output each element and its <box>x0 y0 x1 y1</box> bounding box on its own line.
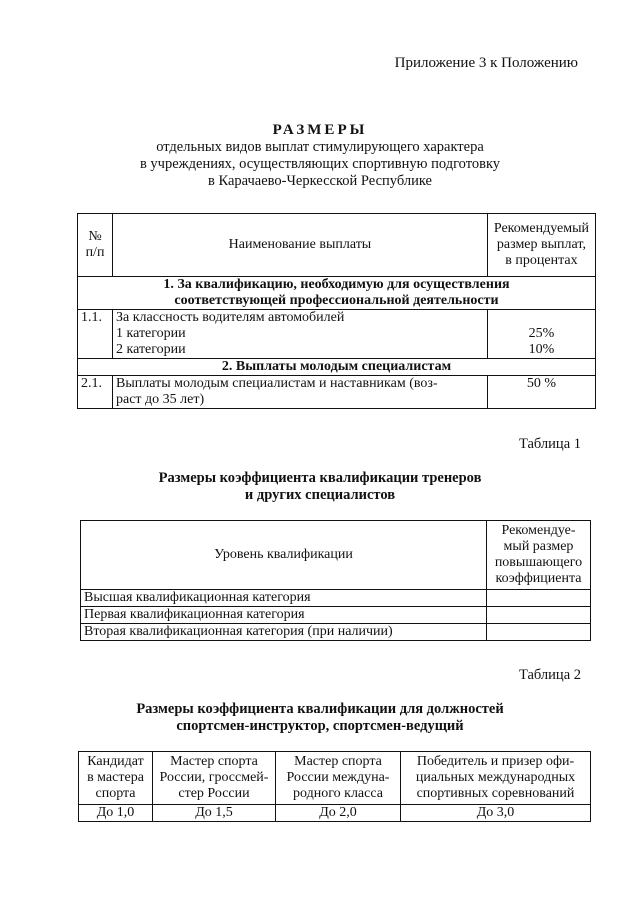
section-title-line: соответствующей профессиональной деятельности <box>174 293 499 308</box>
coefficient-value: До 3,0 <box>401 805 591 822</box>
table-row <box>78 376 596 409</box>
section-row <box>78 277 596 310</box>
row-name-line: Выплаты молодым специалистам и наставникам (воз- <box>116 376 438 391</box>
header-number-line: № <box>88 229 102 244</box>
header-line: Кандидат <box>87 754 144 769</box>
table-header-row <box>79 752 591 805</box>
table2-label: Таблица 2 <box>518 667 581 683</box>
row-name <box>113 376 488 409</box>
table2-heading-line: Размеры коэффициента квалификации для должностей <box>136 701 504 717</box>
header-coefficient-line: коэффициента <box>495 571 582 586</box>
qualification-table <box>80 520 591 641</box>
header-line: родного класса <box>293 786 383 801</box>
header-qualification-level: Уровень квалификации <box>81 521 487 590</box>
header-size-line: в процентах <box>505 253 578 268</box>
section-row <box>78 359 596 376</box>
table2-heading-line: спортсмен-инструктор, спортсмен-ведущий <box>176 718 464 734</box>
header-payment-name: Наименование выплаты <box>113 214 488 277</box>
subtitle-line: отдельных видов выплат стимулирующего характера <box>156 139 484 155</box>
row-value-line: 25% <box>528 326 555 341</box>
header-coefficient <box>487 521 591 590</box>
row-value-line: 10% <box>528 342 555 357</box>
section-title: 2. Выплаты молодым специалистам <box>78 359 596 376</box>
row-name-line: раст до 35 лет) <box>116 392 205 407</box>
qualification-level: Первая квалификационная категория <box>81 607 487 624</box>
coefficient-value: До 2,0 <box>276 805 401 822</box>
row-value <box>487 310 595 359</box>
header-coefficient-line: Рекомендуе- <box>501 523 576 538</box>
header-coefficient-line: повышающего <box>494 555 583 570</box>
header-payment-size <box>487 214 595 277</box>
coefficient-value <box>487 607 591 624</box>
header-number <box>78 214 113 277</box>
table1-heading <box>0 470 640 504</box>
header-master-grandmaster <box>153 752 276 805</box>
header-line: циальных международных <box>415 770 576 785</box>
row-number: 1.1. <box>78 310 113 359</box>
table2-heading <box>0 701 640 735</box>
section-title-line: 1. За квалификацию, необходимую для осуществления <box>163 277 510 292</box>
header-candidate-master <box>79 752 153 805</box>
header-line: Мастер спорта <box>170 754 258 769</box>
sport-rank-table <box>78 751 591 822</box>
header-size-line: Рекомендуемый <box>493 221 589 236</box>
table-row <box>78 310 596 359</box>
header-master-international <box>276 752 401 805</box>
table-row <box>79 805 591 822</box>
coefficient-value <box>487 624 591 641</box>
header-size-line: размер выплат, <box>496 237 586 252</box>
document-title: РАЗМЕРЫ <box>272 122 368 138</box>
qualification-level: Высшая квалификационная категория <box>81 590 487 607</box>
header-line: России, гроссмей- <box>159 770 269 785</box>
header-number-line: п/п <box>85 245 105 260</box>
header-line: стер России <box>178 786 250 801</box>
subtitle-line: в учреждениях, осуществляющих спортивную подготовку <box>139 156 501 172</box>
header-coefficient-line: мый размер <box>503 539 574 554</box>
appendix-reference: Приложение 3 к Положению <box>394 55 578 71</box>
row-name-line: За классность водителям автомобилей <box>116 310 345 325</box>
header-international-winner <box>401 752 591 805</box>
row-number: 2.1. <box>78 376 113 409</box>
coefficient-value: До 1,0 <box>79 805 153 822</box>
document-subtitle <box>0 139 640 190</box>
row-name-line: 1 категории <box>116 326 186 341</box>
header-line: в мастера <box>87 770 144 785</box>
table-header-row <box>81 521 591 590</box>
section-title <box>78 277 596 310</box>
subtitle-line: в Карачаево-Черкесской Республике <box>208 173 432 189</box>
coefficient-value: До 1,5 <box>153 805 276 822</box>
table1-heading-line: и других специалистов <box>244 487 396 503</box>
table-row <box>81 607 591 624</box>
header-line: спорта <box>95 786 136 801</box>
table-header-row <box>78 214 596 277</box>
qualification-level: Вторая квалификационная категория (при наличии) <box>81 624 487 641</box>
header-line: спортивных соревнований <box>416 786 575 801</box>
row-value: 50 % <box>487 376 595 409</box>
payments-table <box>77 213 596 409</box>
table-row <box>81 590 591 607</box>
row-name <box>113 310 488 359</box>
header-line: России междуна- <box>286 770 390 785</box>
row-name-line: 2 категории <box>116 342 186 357</box>
header-line: Мастер спорта <box>294 754 382 769</box>
table-row <box>81 624 591 641</box>
coefficient-value <box>487 590 591 607</box>
header-line: Победитель и призер офи- <box>416 754 575 769</box>
table1-label: Таблица 1 <box>518 436 581 452</box>
table1-heading-line: Размеры коэффициента квалификации тренеров <box>158 470 482 486</box>
